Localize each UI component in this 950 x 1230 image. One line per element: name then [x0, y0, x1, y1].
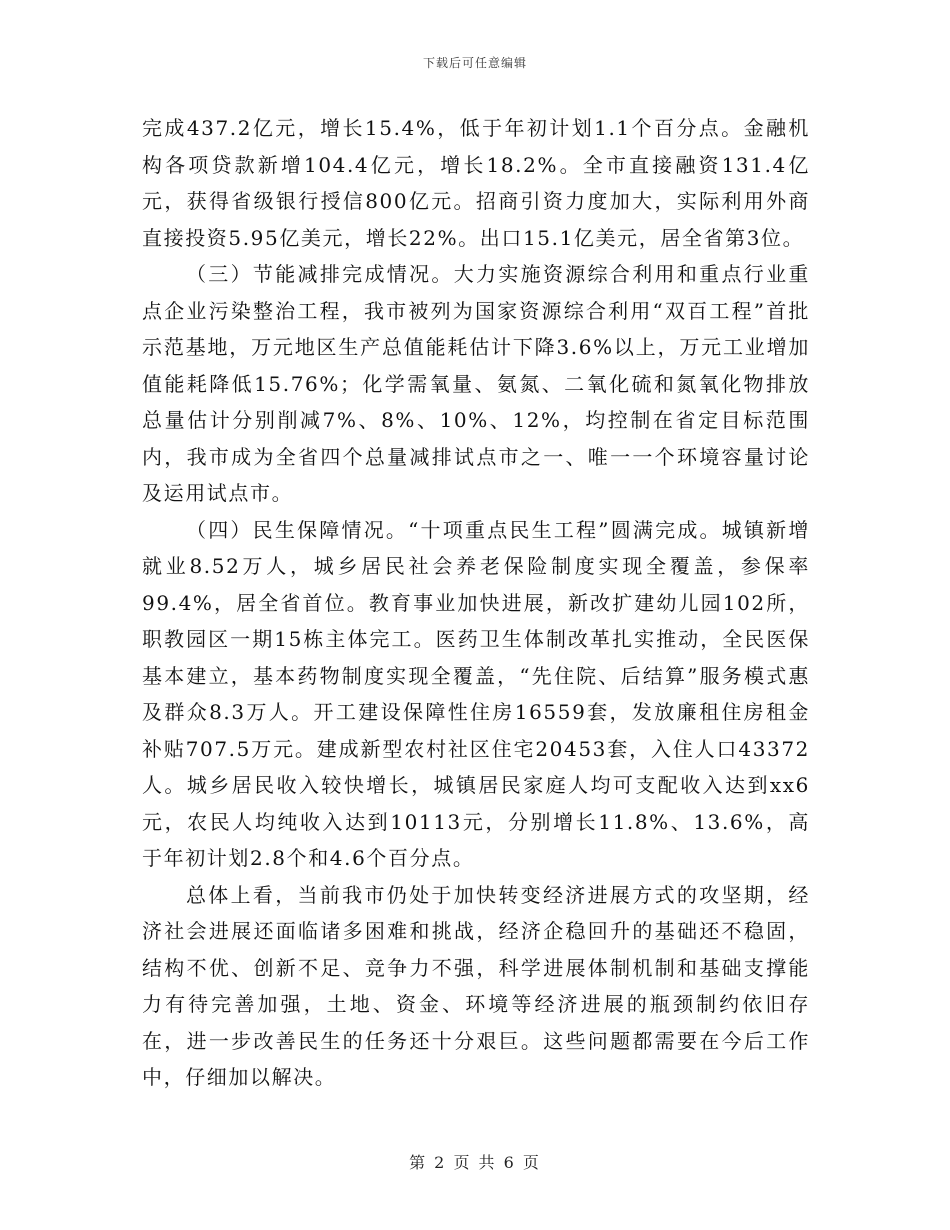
page-header: 下载后可任意编辑: [422, 56, 527, 70]
paragraph-summary: 总体上看，当前我市仍处于加快转变经济进展方式的攻坚期，经济社会进展还面临诸多困难和挑战，经济企稳回升的基础还不稳固，结构不优、创新不足、竞争力不强，科学进展体制机制和基础支撑能力有待完善加强，土地、资金、环境等经济进展的瓶颈制约依旧存在，进一步改善民生的任务还十分艰巨。这些问题都需要在今后工作中，仔细加以解决。: [142, 882, 810, 1089]
paragraph-energy-saving: （三）节能减排完成情况。大力实施资源综合利用和重点行业重点企业污染整治工程，我市被列为国家资源综合利用“双百工程”首批示范基地，万元地区生产总值能耗估计下降3.6%以上，万元工业增加值能耗降低15.76%；化学需氧量、氨氮、二氧化硫和氮氧化物排放总量估计分别削减7%、8%、10%、12%，均控制在省定目标范围内，我市成为全省四个总量减排试点市之一、唯一一个环境容量讨论及运用试点市。: [142, 262, 810, 505]
paragraph-livelihood: （四）民生保障情况。“十项重点民生工程”圆满完成。城镇新增就业8.52万人，城乡居民社会养老保险制度实现全覆盖，参保率99.4%，居全省首位。教育事业加快进展，新改扩建幼儿园102所，职教园区一期15栋主体完工。医药卫生体制改革扎实推动，全民医保基本建立，基本药物制度实现全覆盖，“先住院、后结算”服务模式惠及群众8.3万人。开工建设保障性住房16559套，发放廉租住房租金补贴707.5万元。建成新型农村社区住宅20453套，入住人口43372人。城乡居民收入较快增长，城镇居民家庭人均可支配收入达到xx6元，农民人均纯收入达到10113元，分别增长11.8%、13.6%，高于年初计划2.8个和4.6个百分点。: [142, 517, 810, 870]
page-footer: 第 2 页 共 6 页: [409, 1153, 541, 1172]
paragraph-continuation: 完成437.2亿元，增长15.4%，低于年初计划1.1个百分点。金融机构各项贷款新增104.4亿元，增长18.2%。全市直接融资131.4亿元，获得省级银行授信800亿元。招商引资力度加大，实际利用外商直接投资5.95亿美元，增长22%。出口15.1亿美元，居全省第3位。: [142, 116, 810, 250]
document-body: [142, 110, 810, 1096]
